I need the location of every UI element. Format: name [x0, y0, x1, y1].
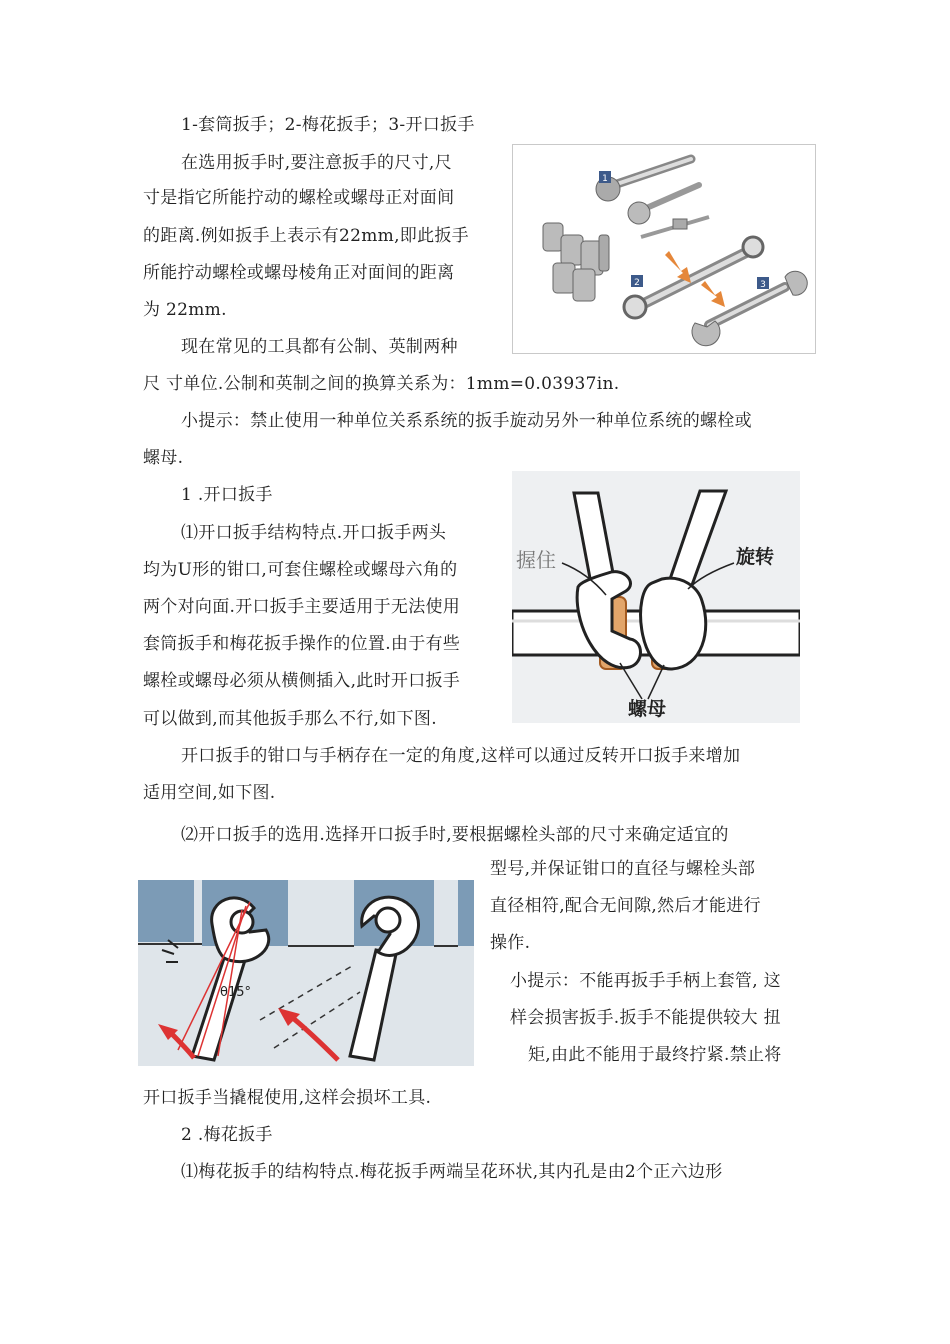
paragraph-line: 开口扳手当撬棍使用,这样会损坏工具.	[143, 1088, 432, 1108]
paragraph-line: 为 22mm.	[143, 300, 227, 320]
section-heading-box-end-wrench: 2 .梅花扳手	[181, 1125, 273, 1145]
tip-line: 矩,由此不能用于最终拧紧.禁止将	[528, 1045, 782, 1065]
tip-line: 螺母.	[143, 448, 184, 468]
label-angle: θ15°	[220, 985, 251, 1000]
tip-line: 小提示：不能再扳手手柄上套管, 这	[510, 971, 781, 991]
paragraph-line: ⑵开口扳手的选用.选择开口扳手时,要根据螺栓头部的尺寸来确定适宜的	[181, 825, 729, 845]
paragraph-line: 现在常见的工具都有公制、英制两种	[181, 337, 458, 357]
paragraph-line: 尺 寸单位.公制和英制之间的换算关系为：1mm=0.03937in.	[143, 374, 620, 394]
tip-line: 小提示：禁止使用一种单位关系系统的扳手旋动另外一种单位系统的螺栓或	[181, 411, 752, 431]
paragraph-line: 开口扳手的钳口与手柄存在一定的角度,这样可以通过反转开口扳手来增加	[181, 746, 741, 766]
tip-line: 样会损害扳手.扳手不能提供较大 扭	[510, 1008, 781, 1028]
paragraph-line: ⑴梅花扳手的结构特点.梅花扳手两端呈花环状,其内孔是由2个正六边形	[181, 1162, 723, 1182]
paragraph-line: 所能拧动螺栓或螺母棱角正对面间的距离	[143, 263, 455, 283]
paragraph-line: 在选用扳手时,要注意扳手的尺寸,尺	[181, 153, 452, 173]
paragraph-line: 的距离.例如扳手上表示有22mm,即此扳手	[143, 226, 469, 246]
paragraph-line: 两个对向面.开口扳手主要适用于无法使用	[143, 597, 461, 617]
figure-wrench-set	[512, 144, 816, 354]
label-nut: 螺母	[628, 698, 667, 720]
figure-label-3: 3	[760, 280, 766, 290]
paragraph-line: 均为U形的钳口,可套住螺栓或螺母六角的	[143, 560, 458, 580]
label-rotate: 旋转	[736, 546, 775, 568]
label-grip: 握住	[516, 548, 556, 572]
figure-label-2: 2	[634, 278, 640, 288]
figure-open-end-wrench-angle	[138, 880, 474, 1066]
paragraph-line: 寸是指它所能拧动的螺栓或螺母正对面间	[143, 188, 455, 208]
paragraph-line: 型号,并保证钳口的直径与螺栓头部	[490, 859, 756, 879]
caption-wrench-types: 1-套筒扳手；2-梅花扳手；3-开口扳手	[181, 115, 475, 135]
paragraph-line: 螺栓或螺母必须从横侧插入,此时开口扳手	[143, 671, 461, 691]
figure-open-end-wrench-usage	[512, 471, 800, 723]
paragraph-line: 套筒扳手和梅花扳手操作的位置.由于有些	[143, 634, 461, 654]
paragraph-line: ⑴开口扳手结构特点.开口扳手两头	[181, 523, 447, 543]
paragraph-line: 操作.	[490, 933, 531, 953]
paragraph-line: 适用空间,如下图.	[143, 783, 276, 803]
paragraph-line: 可以做到,而其他扳手那么不行,如下图.	[143, 709, 437, 729]
paragraph-line: 直径相符,配合无间隙,然后才能进行	[490, 896, 761, 916]
figure-label-1: 1	[602, 174, 608, 184]
section-heading-open-end-wrench: 1 .开口扳手	[181, 485, 273, 505]
